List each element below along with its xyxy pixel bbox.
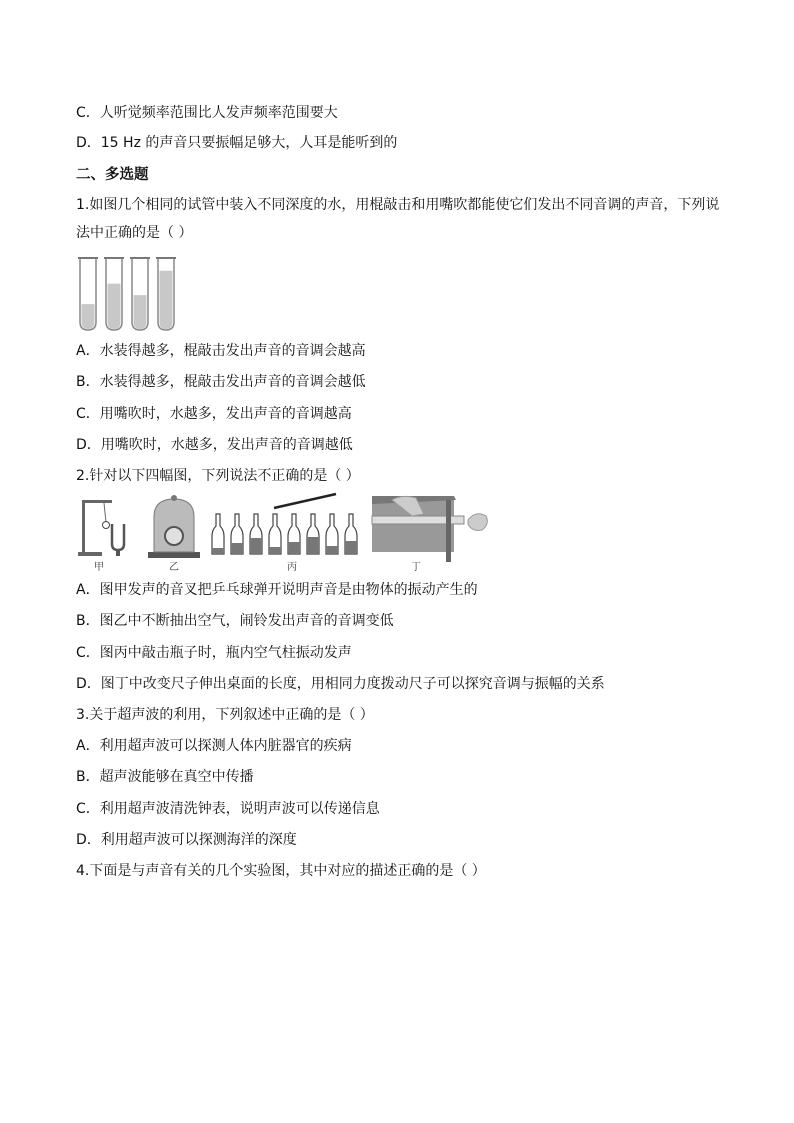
option-c-prev: C．人听觉频率范围比人发声频率范围要大 (76, 105, 338, 121)
bottles-image (212, 494, 357, 572)
bottle (307, 514, 319, 554)
question-4-text: 4.下面是与声音有关的几个实验图，其中对应的描述正确的是（ ） (76, 863, 486, 879)
q3-option-d: D．利用超声波可以探测海洋的深度 (76, 832, 297, 848)
tube-water (160, 271, 173, 329)
label-bing: 丙 (287, 562, 297, 572)
q3-option-c: C．利用超声波清洗钟表，说明声波可以传递信息 (76, 801, 380, 817)
q1-option-d: D．用嘴吹时，水越多，发出声音的音调越低 (76, 437, 353, 453)
bottle (250, 514, 262, 554)
bottle (326, 514, 338, 554)
bottle (269, 514, 281, 554)
test-tube (78, 258, 98, 330)
test-tube (156, 258, 176, 330)
bottle (231, 514, 243, 554)
q3-option-b: B．超声波能够在真空中传播 (76, 769, 254, 785)
ruler-table-image (372, 496, 487, 572)
question-3-text: 3.关于超声波的利用，下列叙述中正确的是（ ） (76, 707, 374, 723)
q1-option-a: A．水装得越多，棍敲击发出声音的音调会越高 (76, 343, 366, 359)
q1-option-b: B．水装得越多，棍敲击发出声音的音调会越低 (76, 374, 366, 390)
test-tube (104, 258, 124, 330)
test-tubes-figure (76, 254, 180, 334)
label-jia: 甲 (94, 562, 104, 572)
q2-option-a: A．图甲发声的音叉把乒乓球弹开说明声音是由物体的振动产生的 (76, 582, 478, 598)
question-2-text: 2.针对以下四幅图，下列说法不正确的是（ ） (76, 468, 360, 484)
bell-jar-image (148, 495, 200, 572)
q1-option-c: C．用嘴吹时，水越多，发出声音的音调越高 (76, 406, 352, 422)
question-1-text: 1.如图几个相同的试管中装入不同深度的水，用棍敲击和用嘴吹都能使它们发出不同音调的声音，下列说法中正确的是（ ） (76, 197, 720, 241)
test-tube (130, 258, 150, 330)
bottle (288, 514, 300, 554)
option-d-prev: D．15 Hz 的声音只要振幅足够大，人耳是能听到的 (76, 135, 398, 151)
q3-option-a: A．利用超声波可以探测人体内脏器官的疾病 (76, 738, 352, 754)
four-experiments-figure (74, 492, 494, 572)
q2-option-c: C．图丙中敲击瓶子时，瓶内空气柱振动发声 (76, 645, 352, 661)
tube-water (134, 295, 147, 329)
bottle (212, 514, 224, 554)
tube-water (108, 284, 121, 329)
bottle (345, 514, 357, 554)
label-ding: 丁 (411, 562, 421, 572)
label-yi: 乙 (169, 562, 179, 572)
tuning-fork-stand-image (78, 500, 124, 572)
tube-water (82, 304, 95, 329)
q2-option-b: B．图乙中不断抽出空气，闹铃发出声音的音调变低 (76, 613, 394, 629)
q2-option-d: D．图丁中改变尺子伸出桌面的长度，用相同力度拨动尺子可以探究音调与振幅的关系 (76, 676, 605, 692)
section-title: 二、多选题 (76, 167, 149, 183)
